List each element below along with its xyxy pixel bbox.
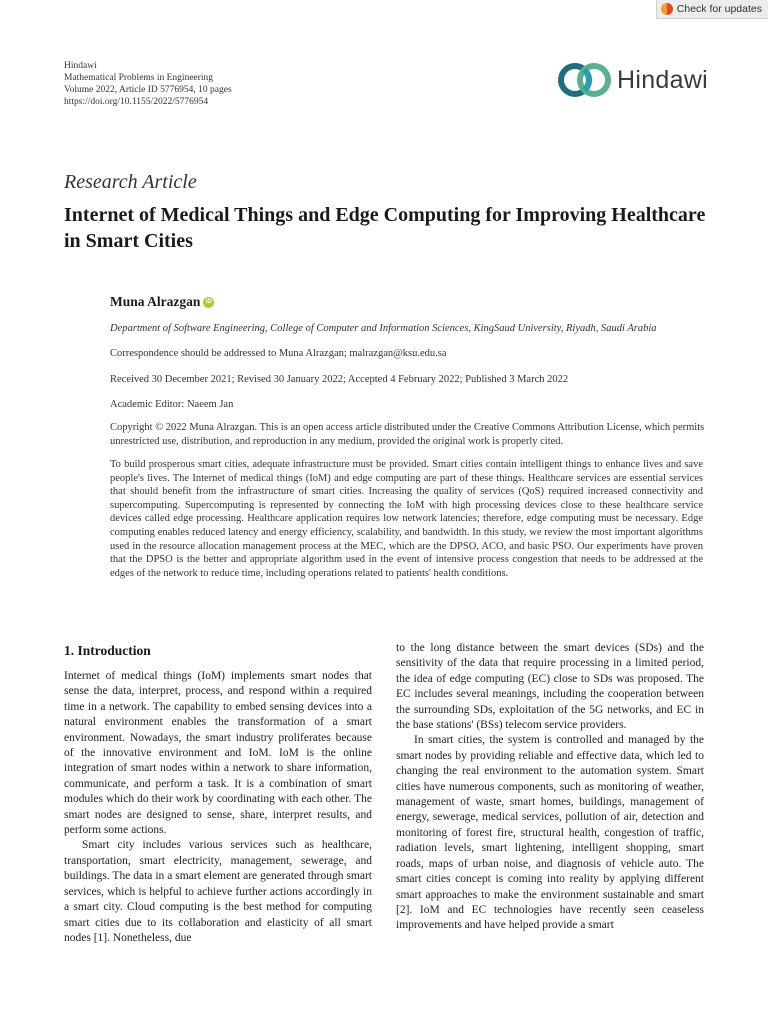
affiliation: Department of Software Engineering, College of Computer and Information Sciences, KingSaud University, Riyadh, Saudi Arabia bbox=[110, 323, 657, 334]
hindawi-logo-text: Hindawi bbox=[617, 65, 709, 94]
academic-editor: Academic Editor: Naeem Jan bbox=[110, 399, 234, 410]
hindawi-logo bbox=[557, 61, 708, 99]
orcid-icon[interactable]: iD bbox=[203, 297, 214, 308]
abstract: To build prosperous smart cities, adequate infrastructure must be provided. Smart cities contain intelligent things to enhance lives and save people's lives. The Internet of medical things (IoM) and edge computing are part of these things. Healthcare services are essential services that should benefit from the infrastructure of smart cities. Increasing the quality of services (QoS) required increased connectivity and supercomputing. Supercomputing is represented by connecting the IoM with high processing devices close to these healthcare service devices called edge processing. Healthcare application requires low network latencies; therefore, edge computing must be necessary. Edge computing enables reduced latency and energy efficiency, scalability, and bandwidth. In this study, we review the most important algorithms used in the resource allocation management process at the MEC, which are the DPSO, ACO, and basic PSO. Our experiments have proven that the DPSO is the better and appropriate algorithm used in the event of intensive process congestion that needs to be addressed at the edges of the network to reduce time, including operations related to patients' health conditions. bbox=[110, 459, 703, 579]
publisher-name: Hindawi bbox=[64, 61, 97, 71]
article-type: Research Article bbox=[64, 171, 197, 193]
copyright-notice: Copyright © 2022 Muna Alrazgan. This is an open access article distributed under the Creative Commons Attribution License, which permits unrestricted use, distribution, and reproduction in any medium, provided the original work is properly cited. bbox=[110, 422, 705, 447]
check-for-updates-button[interactable] bbox=[656, 0, 768, 19]
author-line bbox=[110, 294, 214, 310]
author-name: Muna Alrazgan bbox=[110, 294, 201, 309]
intro-left-column bbox=[64, 669, 372, 946]
journal-volume: Volume 2022, Article ID 5776954, 10 pages bbox=[64, 85, 232, 95]
introduction-heading: 1. Introduction bbox=[64, 643, 151, 658]
check-for-updates-label: Check for updates bbox=[676, 3, 762, 15]
paragraph: Internet of medical things (IoM) implements smart nodes that sense the data, interpret, process, and respond within a required time in a network. The capability to embed sensing devices into a natural environment enables the transformation of a smart environment. Nowadays, the smart industry proliferates because of the innovative environment and IoM. IoM is the online integration of smart nodes within a network to share information, communicate, and perform a task. It is a combination of smart modules which do their work by coordinating with each other. The smart nodes are designed to sense, share, interpret results, and perform some actions. bbox=[64, 670, 372, 837]
paragraph: In smart cities, the system is controlled and managed by the smart nodes by providing reliable and effective data, which led to changing the real environment to the automation system. Smart cities have numerous components, such as monitoring of weather, management of waste, smart homes, buildings, management of energy, sewerage, medical services, pollution of air, detection and monitoring of forest fire, structural health, congestion of traffic, radiation levels, smart lightening, intelligent shopping, smart roads, maps of urban noise, and diagnosis of vehicle auto. The smart cities concept is coming into reality by applying different smart approaches to make the environment sustainable and smart [2]. IoM and EC technologies have recently seen ceaseless improvements and have helped provide a smart bbox=[396, 734, 704, 932]
journal-header bbox=[64, 60, 232, 108]
paragraph: Smart city includes various services such as healthcare, transportation, smart electricity, management, sewerage, and buildings. The data in a smart element are generated through smart services, which is helpful to achieve further actions accordingly in a smart city. Cloud computing is the best method for computing smart cities due to its collaboration and elasticity of all smart nodes [1]. Nonetheless, due bbox=[64, 839, 372, 944]
doi-link[interactable]: https://doi.org/10.1155/2022/5776954 bbox=[64, 97, 209, 107]
journal-name: Mathematical Problems in Engineering bbox=[64, 73, 214, 83]
intro-right-column bbox=[396, 641, 704, 934]
publication-dates: Received 30 December 2021; Revised 30 January 2022; Accepted 4 February 2022; Published 3 March 2022 bbox=[110, 374, 569, 385]
hindawi-logo-icon bbox=[557, 61, 613, 99]
crossmark-icon bbox=[661, 3, 673, 15]
article-title: Internet of Medical Things and Edge Computing for Improving Healthcare in Smart Cities bbox=[64, 204, 706, 252]
paragraph: to the long distance between the smart devices (SDs) and the sensitivity of the data that require processing in a limited period, the idea of edge computing (EC) close to SDs was proposed. The EC includes several meanings, including the cooperation between the surrounding SDs, exploitation of the 5G networks, and EC in the base stations' (BSs) telecom service providers. bbox=[396, 642, 704, 732]
correspondence: Correspondence should be addressed to Muna Alrazgan; malrazgan@ksu.edu.sa bbox=[110, 348, 447, 359]
